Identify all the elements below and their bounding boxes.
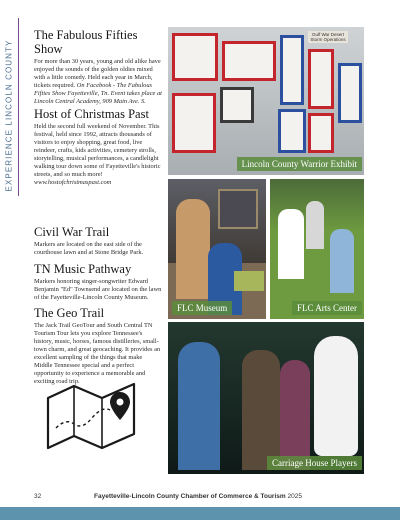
section-title: Host of Christmas Past	[34, 107, 149, 121]
museum-photo	[168, 179, 266, 319]
section-title: The Fabulous Fifties Show	[34, 28, 138, 56]
section-body: Markers are located on the east side of the courthouse lawn and at Stone Bridge Park.	[34, 241, 144, 256]
section-body: For more than 30 years, young and old alike have enjoyed the sounds of the golden oldies mixed with a little comedy. Held each year in March, tickets required. On Facebook - The Fabulous Fifties Show Fayetteville, Tn. Event takes place at Lincoln Central Academy, 909 Main Ave. S.	[34, 58, 162, 105]
side-divider	[18, 18, 19, 196]
section-body: Held the second full weekend of November. This festival, held since 1992, attracts thousands of visitors to enjoy shopping, great food, live reindeer, crafts, kids activities, cemetery strolls, storytelling, musical performances, a candlelight walking tour down some of Fayetteville's historic streets, and so much more! www.hostofchristmaspast.com	[34, 123, 161, 186]
side-section-label: EXPERIENCE LINCOLN COUNTY	[4, 39, 14, 191]
arts-center-photo	[270, 179, 364, 319]
museum-caption: FLC Museum	[172, 301, 232, 315]
section-civil-war-trail	[34, 225, 162, 257]
warrior-exhibit-photo	[168, 27, 364, 175]
section-geo-trail	[34, 306, 162, 386]
exhibit-caption: Lincoln County Warrior Exhibit	[237, 157, 362, 171]
carriage-house-players-photo	[168, 322, 364, 474]
section-body: The Jack Trail GeoTour and South Central TN Tourism Tour lets you explore Tennessee's history, music, horses, famous distilleries, small-town charm, and great geocaching. It provides an excellent sampling of the things that make Middle Tennessee special and a perfect opportunity to experience a memorable and exciting road trip.	[34, 322, 161, 385]
footer-organization: Fayetteville-Lincoln County Chamber of Commerce & Tourism 2025	[94, 493, 302, 500]
section-title: The Geo Trail	[34, 306, 105, 320]
footer-band	[0, 507, 400, 520]
page-number: 32	[34, 493, 42, 500]
section-title: TN Music Pathway	[34, 262, 132, 276]
section-title: Civil War Trail	[34, 225, 110, 239]
section-body: Markers honoring singer-songwriter Edward Benjamin "Ed" Townsend are located on the lawn of the Fayetteville-Lincoln County Museum.	[34, 278, 162, 301]
treasure-map-icon	[44, 378, 142, 452]
arts-caption: FLC Arts Center	[292, 301, 362, 315]
section-fifties-show	[34, 28, 162, 106]
exhibit-sign: Gulf War Desert Storm Operations	[308, 31, 348, 43]
players-caption: Carriage House Players	[267, 456, 362, 470]
section-christmas-past	[34, 107, 162, 187]
section-music-pathway	[34, 262, 162, 302]
